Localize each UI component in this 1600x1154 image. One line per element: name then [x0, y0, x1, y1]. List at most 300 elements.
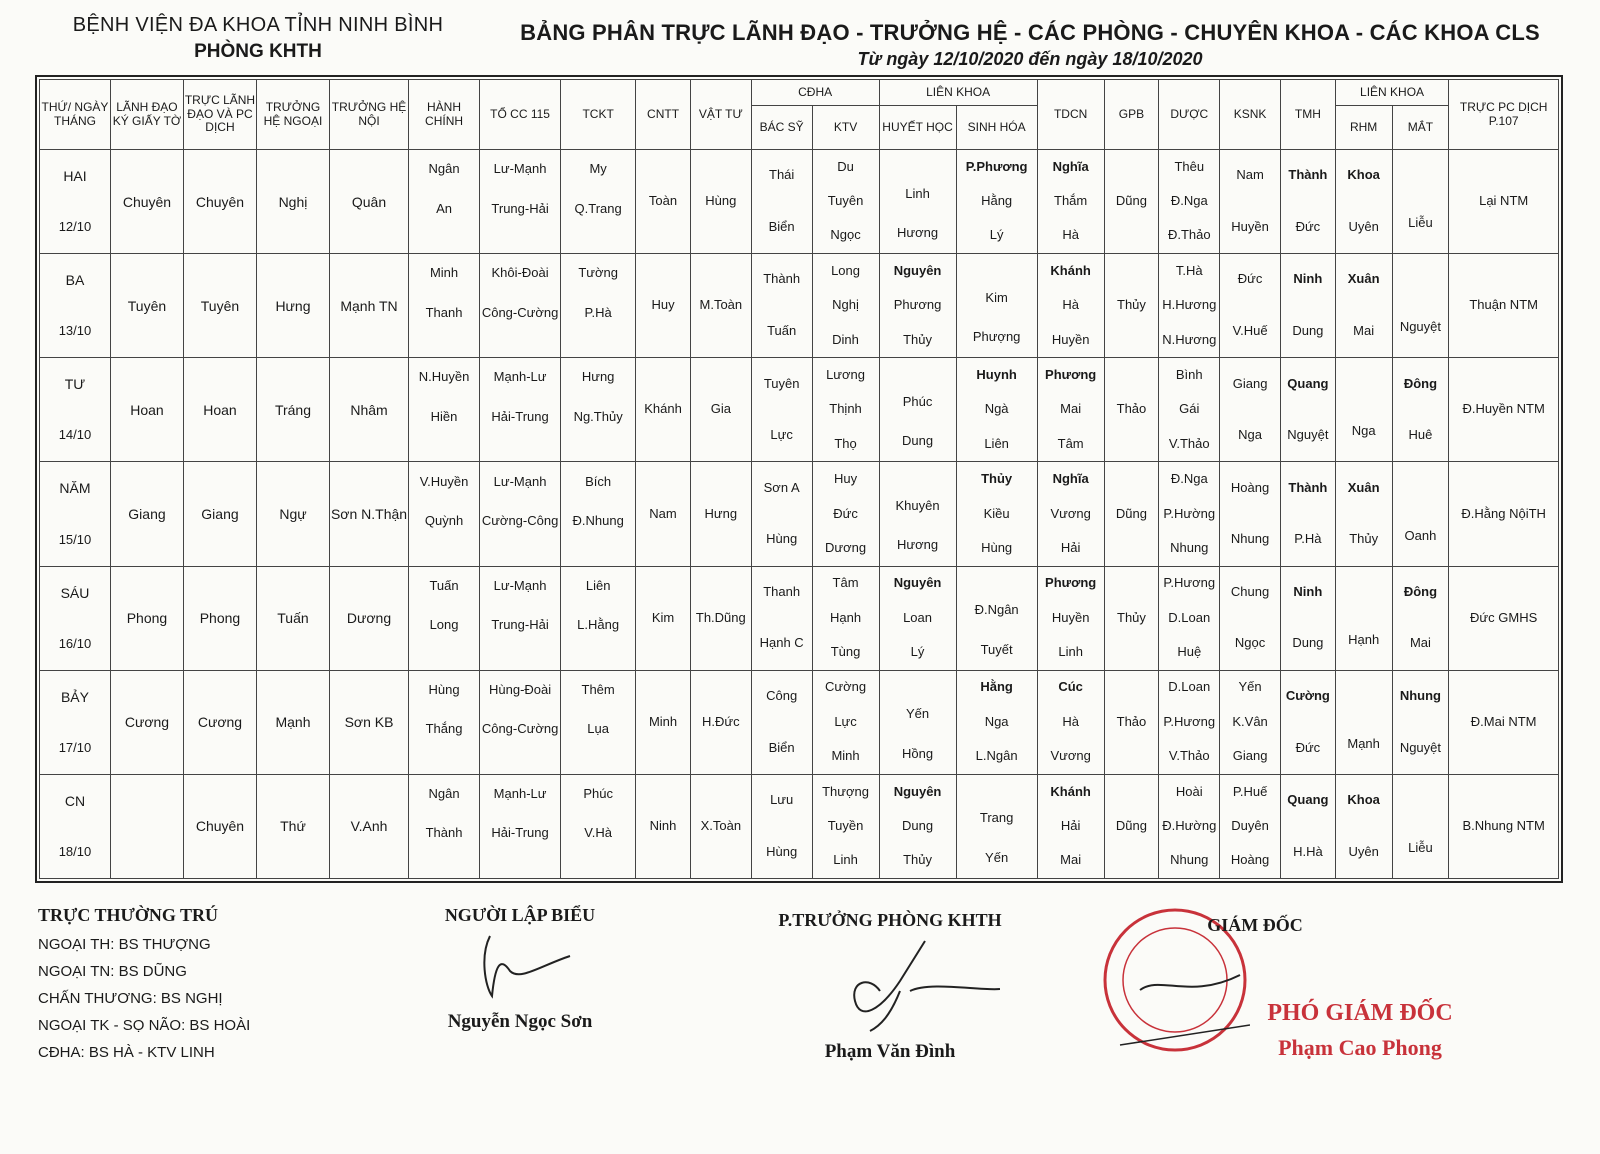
col-sinh-hoa: SINH HÓA	[956, 106, 1037, 150]
mat-name: Liễu	[1408, 215, 1433, 231]
ksnk-name: Nga	[1238, 427, 1263, 443]
deputy-title: P.TRƯỞNG PHÒNG KHTH	[778, 910, 1002, 930]
col-rhm: RHM	[1335, 106, 1392, 150]
hh-name: Dung	[901, 433, 934, 449]
hh-name: Linh	[905, 185, 930, 201]
tckt-cell	[561, 670, 636, 774]
tmh-name: P.Hà	[1294, 531, 1322, 547]
tckt-name: V.Hà	[584, 825, 612, 841]
sh-name: Liên	[984, 435, 1009, 451]
hh-name: Thủy	[903, 331, 932, 347]
hc-cell	[409, 774, 480, 878]
duoc-cell	[1159, 462, 1220, 566]
col-lien-khoa-1: LIÊN KHOA	[879, 80, 1037, 106]
gpb-cell: Thảo	[1104, 670, 1159, 774]
rhm-name: Nga	[1351, 423, 1376, 439]
col-to-cc: TỔ CC 115	[480, 80, 561, 150]
hc-name-stack	[409, 462, 479, 565]
sh-name: Hùng	[981, 539, 1013, 555]
ktv-name: Thượng	[822, 783, 869, 799]
hc-cell	[409, 254, 480, 358]
resident-duty-line: CĐHA: BS HÀ - KTV LINH	[38, 1044, 215, 1061]
hc-name: Thắng	[425, 721, 463, 737]
thng-cell: Thứ	[256, 774, 329, 878]
sh-cell	[956, 254, 1037, 358]
table-row	[40, 462, 1559, 566]
sh-name: Nga	[984, 713, 1009, 729]
ktv-name: Long	[831, 262, 860, 278]
duoc-name-stack	[1159, 462, 1219, 565]
col-cdha: CĐHA	[751, 80, 879, 106]
tckt-cell	[561, 358, 636, 462]
ktv-name: Linh	[833, 852, 858, 868]
col-duoc: DƯỢC	[1159, 80, 1220, 150]
day-stack	[40, 567, 110, 670]
day-date: 15/10	[58, 531, 92, 547]
bs-cell	[751, 774, 812, 878]
duoc-name-stack	[1159, 358, 1219, 461]
duoc-name: Đ.Nga	[1170, 471, 1208, 487]
ktv-name: Lực	[834, 713, 857, 729]
tmh-name: Đức	[1295, 739, 1321, 755]
tdcn-name: Hà	[1062, 297, 1079, 313]
sh-name: L.Ngân	[975, 748, 1018, 764]
duoc-name-stack	[1159, 254, 1219, 357]
ktv-name-stack	[813, 254, 879, 357]
tmh-name: Dung	[1292, 635, 1324, 651]
tckt-name: Ng.Thủy	[573, 408, 623, 424]
day-stack	[40, 254, 110, 357]
duoc-name: Đ.Hường	[1162, 817, 1217, 833]
cntt-cell: Toàn	[636, 150, 691, 254]
duoc-cell	[1159, 774, 1220, 878]
rhm-name: Mai	[1353, 323, 1375, 339]
tdcn-name: Linh	[1058, 644, 1083, 660]
ksnk-name: P.Huế	[1232, 783, 1268, 799]
duoc-name: Gái	[1179, 401, 1200, 417]
cc-name-stack	[480, 358, 560, 461]
tdcn-name: Vương	[1050, 748, 1091, 764]
col-hanh-chinh: HÀNH CHÍNH	[409, 80, 480, 150]
tdcn-cell	[1037, 150, 1104, 254]
col-gpb: GPB	[1104, 80, 1159, 150]
ktv-name: Tuyên	[827, 193, 864, 209]
tmh-cell	[1281, 670, 1336, 774]
bs-name: Hùng	[766, 843, 798, 859]
ld-cell: Tuyên	[110, 254, 183, 358]
sh-name: Thủy	[981, 471, 1013, 487]
vt-cell: Gia	[690, 358, 751, 462]
day-date: 16/10	[58, 635, 92, 651]
pc-cell: B.Nhung NTM	[1449, 774, 1559, 878]
hh-cell	[879, 358, 956, 462]
ksnk-cell	[1220, 254, 1281, 358]
sh-name: P.Phương	[965, 158, 1028, 174]
mat-name-stack	[1393, 358, 1449, 461]
mat-name: Liễu	[1408, 840, 1433, 855]
ld-cell: Chuyên	[110, 150, 183, 254]
rhm-name-stack	[1336, 567, 1392, 670]
ksnk-name: Hoàng	[1230, 479, 1270, 495]
bs-name: Thành	[763, 271, 801, 287]
hc-cell	[409, 462, 480, 566]
day-cell	[40, 358, 111, 462]
ktv-name: Tuyền	[827, 817, 864, 833]
bs-cell	[751, 150, 812, 254]
day-stack	[40, 358, 110, 461]
tmh-name: Quang	[1287, 375, 1329, 391]
day-cell	[40, 462, 111, 566]
mat-name: Mai	[1409, 635, 1431, 651]
col-ksnk: KSNK	[1220, 80, 1281, 150]
col-huyet-hoc: HUYẾT HỌC	[879, 106, 956, 150]
tckt-name: Q.Trang	[574, 200, 622, 216]
tckt-name-stack	[561, 358, 635, 461]
rhm-name: Thủy	[1349, 531, 1379, 547]
table-row	[40, 670, 1559, 774]
document-subtitle: Từ ngày 12/10/2020 đến ngày 18/10/2020	[857, 49, 1203, 69]
header-right	[490, 20, 1570, 70]
hc-name: Tuấn	[429, 577, 459, 593]
sh-name: Kim	[985, 289, 1008, 305]
bs-name: Công	[766, 688, 798, 704]
tdcn-name: Huyền	[1051, 331, 1090, 347]
rhm-name-stack	[1336, 254, 1392, 357]
tckt-name: Tường	[578, 265, 618, 281]
tmh-cell	[1281, 774, 1336, 878]
duoc-name: P.Hương	[1163, 713, 1216, 729]
duoc-name: Đ.Nga	[1170, 193, 1208, 209]
sh-name: Ngà	[984, 401, 1009, 417]
tmh-name: Đức	[1295, 218, 1321, 234]
cc-cell	[480, 358, 561, 462]
table-row	[40, 254, 1559, 358]
cntt-cell: Huy	[636, 254, 691, 358]
day-date: 12/10	[58, 219, 92, 235]
tdcn-name: Nghĩa	[1052, 471, 1089, 487]
ld-cell: Cương	[110, 670, 183, 774]
mat-name-stack	[1393, 462, 1449, 565]
day-cell	[40, 254, 111, 358]
preparer-name: Nguyễn Ngọc Sơn	[447, 1011, 593, 1032]
hh-name-stack	[880, 358, 956, 461]
hc-name: Thành	[425, 825, 463, 841]
rhm-name-stack	[1336, 358, 1392, 461]
tckt-name: Bích	[585, 473, 612, 489]
tmh-cell	[1281, 566, 1336, 670]
tdcn-name: Khánh	[1050, 262, 1091, 278]
tckt-name: L.Hằng	[577, 617, 620, 633]
col-truong-he-noi: TRƯỞNG HỆ NỘI	[329, 80, 408, 150]
hh-cell	[879, 566, 956, 670]
sh-name: Tuyết	[980, 641, 1013, 657]
ktv-name: Minh	[831, 748, 860, 764]
hh-cell	[879, 774, 956, 878]
pc-cell: Thuận NTM	[1449, 254, 1559, 358]
tmh-name: Dung	[1292, 323, 1324, 339]
vt-cell: H.Đức	[690, 670, 751, 774]
tdcn-name: Hà	[1062, 227, 1079, 243]
col-truong-he-ngoai: TRƯỞNG HỆ NGOẠI	[256, 80, 329, 150]
tld-cell: Tuyên	[183, 254, 256, 358]
duoc-name: Thêu	[1174, 158, 1205, 174]
col-day: THỨ/ NGÀY THÁNG	[40, 80, 111, 150]
cc-cell	[480, 462, 561, 566]
tckt-name: Lụa	[587, 721, 609, 737]
bs-name: Lưu	[770, 792, 794, 808]
mat-cell	[1392, 774, 1449, 878]
duoc-name: V.Thảo	[1168, 748, 1210, 764]
thng-cell: Hưng	[256, 254, 329, 358]
document-title: BẢNG PHÂN TRỰC LÃNH ĐẠO - TRƯỞNG HỆ - CÁC PHÒNG - CHUYÊN KHOA - CÁC KHOA CLS	[520, 20, 1540, 45]
tckt-name: Phúc	[583, 786, 613, 802]
ktv-name: Ngọc	[830, 227, 861, 243]
mat-name-stack	[1393, 254, 1449, 357]
ktv-name: Cường	[824, 679, 867, 695]
day-cell	[40, 566, 111, 670]
col-lanh-dao: LÃNH ĐẠO KÝ GIẤY TỜ	[110, 80, 183, 150]
tmh-cell	[1281, 254, 1336, 358]
cc-name: Lư-Mạnh	[493, 161, 547, 177]
sh-name: Hằng	[981, 193, 1013, 209]
bs-cell	[751, 358, 812, 462]
tckt-cell	[561, 150, 636, 254]
hc-name: Hiền	[430, 408, 458, 424]
hc-cell	[409, 150, 480, 254]
hh-name-stack	[880, 150, 956, 253]
tld-cell: Cương	[183, 670, 256, 774]
tmh-name: Quang	[1287, 792, 1329, 808]
col-tdcn: TDCN	[1037, 80, 1104, 150]
ksnk-name: Nam	[1236, 167, 1264, 183]
col-truc-lanh-dao: TRỰC LÃNH ĐẠO VÀ PC DỊCH	[183, 80, 256, 150]
rhm-cell	[1335, 358, 1392, 462]
mat-cell	[1392, 566, 1449, 670]
rhm-name-stack	[1336, 150, 1392, 253]
tckt-name-stack	[561, 567, 635, 670]
ksnk-name-stack	[1220, 567, 1280, 670]
thng-cell: Tráng	[256, 358, 329, 462]
tdcn-name: Vương	[1050, 505, 1091, 521]
ld-cell	[110, 774, 183, 878]
tmh-name-stack	[1281, 775, 1335, 878]
cc-name-stack	[480, 462, 560, 565]
resident-duty-line: CHẤN THƯƠNG: BS NGHỊ	[38, 990, 223, 1007]
cc-cell	[480, 566, 561, 670]
tmh-name-stack	[1281, 254, 1335, 357]
hc-cell	[409, 566, 480, 670]
tdcn-name: Hà	[1062, 713, 1079, 729]
rhm-name: Mạnh	[1347, 735, 1380, 751]
col-mat: MẮT	[1392, 106, 1449, 150]
cc-name: Công-Cường	[481, 304, 559, 320]
mat-name-stack	[1393, 775, 1449, 878]
ktv-cell	[812, 150, 879, 254]
ksnk-name-stack	[1220, 358, 1280, 461]
tmh-name-stack	[1281, 358, 1335, 461]
ksnk-name: Duyên	[1231, 817, 1269, 833]
duoc-cell	[1159, 150, 1220, 254]
mat-name: Nguyệt	[1399, 739, 1442, 755]
resident-duty-line: NGOẠI TH: BS THƯỢNG	[38, 936, 211, 953]
tmh-name: Ninh	[1293, 583, 1323, 599]
col-bac-sy: BÁC SỸ	[751, 106, 812, 150]
hc-name: Long	[429, 617, 459, 633]
ktv-name-stack	[813, 462, 879, 565]
hh-name: Hương	[896, 537, 939, 553]
deputy-signature-icon	[780, 931, 1000, 1036]
tckt-cell	[561, 254, 636, 358]
cc-name: Trung-Hải	[491, 617, 549, 633]
cc-name-stack	[480, 567, 560, 670]
tdcn-name: Mai	[1060, 401, 1082, 417]
sh-name-stack	[957, 150, 1037, 253]
cntt-cell: Kim	[636, 566, 691, 670]
duoc-cell	[1159, 566, 1220, 670]
gpb-cell: Thảo	[1104, 358, 1159, 462]
tdcn-name: Phương	[1045, 575, 1097, 591]
ksnk-name: Huyền	[1231, 218, 1269, 234]
mat-name-stack	[1393, 671, 1449, 774]
hh-name: Lý	[910, 644, 925, 660]
duoc-cell	[1159, 358, 1220, 462]
thn-cell: Dương	[329, 566, 408, 670]
hh-name-stack	[880, 462, 956, 565]
duoc-name: N.Hương	[1162, 331, 1217, 347]
ktv-name: Tâm	[832, 575, 859, 591]
hc-name-stack	[409, 775, 479, 878]
gpb-cell: Thủy	[1104, 254, 1159, 358]
cc-name: Công-Cường	[481, 721, 559, 737]
tmh-name: Ninh	[1293, 271, 1323, 287]
tdcn-name: Hải	[1060, 539, 1081, 555]
sh-name: Đ.Ngân	[974, 602, 1019, 618]
tdcn-cell	[1037, 566, 1104, 670]
tdcn-name-stack	[1038, 671, 1104, 774]
tckt-cell	[561, 462, 636, 566]
tckt-name-stack	[561, 671, 635, 774]
rhm-name-stack	[1336, 775, 1392, 878]
ktv-cell	[812, 566, 879, 670]
duoc-name-stack	[1159, 671, 1219, 774]
day-cell	[40, 774, 111, 878]
bs-name: Hạnh C	[759, 635, 804, 651]
ktv-name: Thọ	[834, 435, 857, 451]
tckt-name: Thêm	[581, 681, 615, 697]
hc-name: Thanh	[425, 304, 463, 320]
ktv-name: Thịnh	[829, 401, 862, 417]
day-stack	[40, 671, 110, 774]
ld-cell: Giang	[110, 462, 183, 566]
sh-name: Huynh	[976, 367, 1017, 382]
tdcn-name-stack	[1038, 775, 1104, 878]
tmh-name: Thành	[1288, 479, 1328, 495]
rhm-name: Xuân	[1347, 271, 1380, 287]
ksnk-cell	[1220, 358, 1281, 462]
duoc-cell	[1159, 254, 1220, 358]
day-name: BA	[65, 272, 85, 289]
thn-cell: V.Anh	[329, 774, 408, 878]
col-vat-tu: VẬT TƯ	[690, 80, 751, 150]
tdcn-name-stack	[1038, 567, 1104, 670]
ksnk-name: Chung	[1230, 583, 1270, 599]
ksnk-name: Giang	[1232, 748, 1268, 764]
table-row	[40, 358, 1559, 462]
mat-name: Nhung	[1399, 688, 1441, 704]
tmh-name-stack	[1281, 150, 1335, 253]
cc-name-stack	[480, 150, 560, 253]
vt-cell: X.Toàn	[690, 774, 751, 878]
rhm-cell	[1335, 774, 1392, 878]
duoc-name-stack	[1159, 150, 1219, 253]
hh-name: Nguyên	[893, 783, 942, 799]
hc-name-stack	[409, 671, 479, 774]
duoc-name: T.Hà	[1175, 262, 1203, 278]
col-tckt: TCKT	[561, 80, 636, 150]
hh-name: Phúc	[902, 393, 933, 409]
day-name: CN	[64, 792, 86, 809]
tdcn-name-stack	[1038, 358, 1104, 461]
tdcn-name-stack	[1038, 150, 1104, 253]
tckt-name-stack	[561, 254, 635, 357]
preparer-title: NGƯỜI LẬP BIỂU	[444, 905, 596, 925]
thng-cell: Tuấn	[256, 566, 329, 670]
cc-name: Lư-Mạnh	[493, 577, 547, 593]
sh-name-stack	[957, 775, 1037, 878]
cc-cell	[480, 150, 561, 254]
tdcn-name: Khánh	[1050, 783, 1091, 799]
cc-name: Hải-Trung	[491, 408, 549, 424]
vt-cell: Hưng	[690, 462, 751, 566]
day-stack	[40, 150, 110, 253]
cc-cell	[480, 774, 561, 878]
mat-cell	[1392, 254, 1449, 358]
pc-cell: Đ.Hằng NộiTH	[1449, 462, 1559, 566]
mat-name: Nguyệt	[1399, 319, 1442, 335]
mat-name-stack	[1393, 567, 1449, 670]
cc-name-stack	[480, 254, 560, 357]
hc-name: V.Huyền	[419, 473, 469, 489]
day-name: TƯ	[64, 376, 86, 393]
duoc-name: Huệ	[1177, 644, 1202, 660]
ksnk-name-stack	[1220, 150, 1280, 253]
duoc-name: P.Hường	[1163, 505, 1216, 521]
ksnk-name: Ngọc	[1234, 635, 1266, 651]
hh-cell	[879, 670, 956, 774]
ktv-name: Tùng	[830, 644, 861, 660]
sh-cell	[956, 774, 1037, 878]
bs-name-stack	[752, 671, 812, 774]
tmh-name: Cường	[1285, 688, 1330, 704]
hh-name-stack	[880, 775, 956, 878]
rhm-name: Khoa	[1347, 167, 1380, 183]
ktv-name-stack	[813, 567, 879, 670]
day-name: BẢY	[60, 688, 89, 705]
schedule-table	[39, 79, 1559, 879]
vt-cell: Hùng	[690, 150, 751, 254]
tmh-name-stack	[1281, 462, 1335, 565]
tdcn-name: Nghĩa	[1052, 158, 1089, 174]
pc-cell: Đức GMHS	[1449, 566, 1559, 670]
col-tmh: TMH	[1281, 80, 1336, 150]
preparer-signature-icon	[460, 926, 580, 1006]
sh-cell	[956, 670, 1037, 774]
tdcn-cell	[1037, 462, 1104, 566]
hh-name: Loan	[903, 609, 932, 625]
thn-cell: Quân	[329, 150, 408, 254]
tmh-name: H.Hà	[1293, 843, 1323, 859]
ksnk-cell	[1220, 670, 1281, 774]
